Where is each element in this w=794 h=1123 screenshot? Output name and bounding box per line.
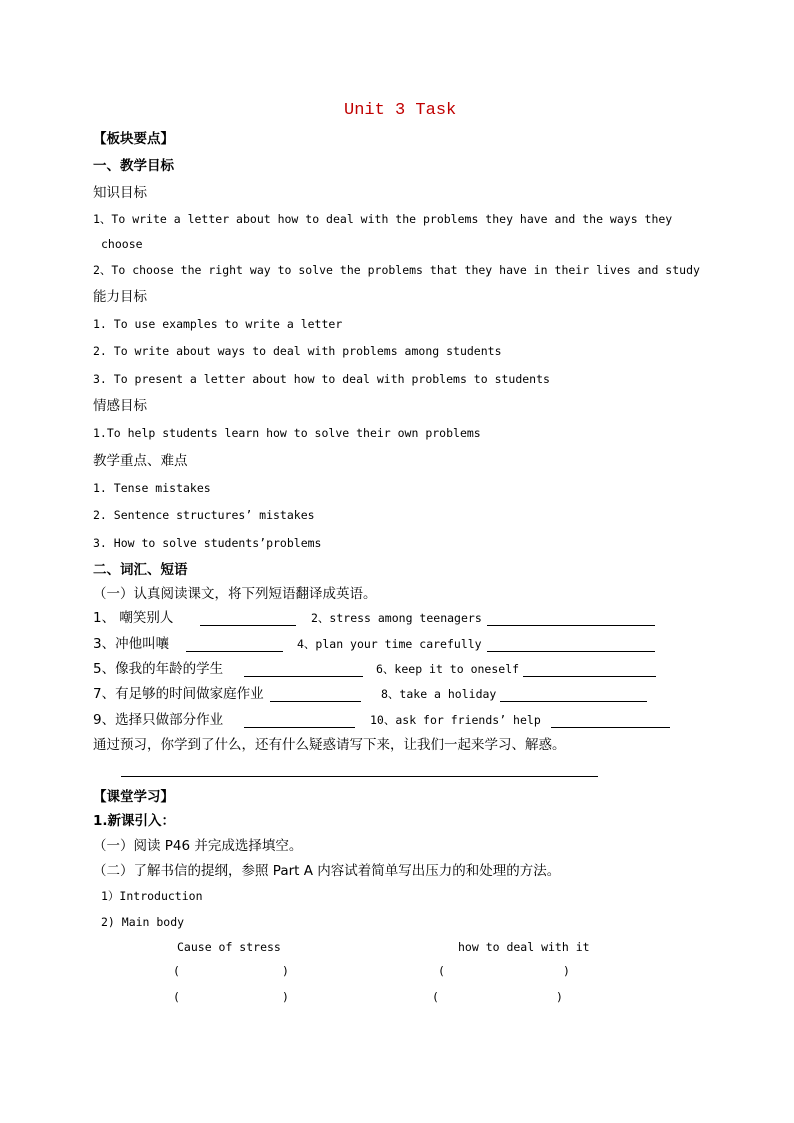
method-2-open-paren: ( xyxy=(432,990,439,1004)
method-1-close-paren: ) xyxy=(563,964,570,978)
phrase-10-label: 10、ask for friends’ help xyxy=(370,713,541,727)
phrase-8-blank[interactable] xyxy=(500,701,647,702)
knowledge-goals-heading: 知识目标 xyxy=(93,185,147,201)
phrase-2-blank[interactable] xyxy=(487,625,655,626)
phrase-7-blank[interactable] xyxy=(270,701,361,702)
knowledge-goal-2: 2、To choose the right way to solve the problems that they have in their lives and study xyxy=(93,263,700,277)
reflection-answer-line[interactable] xyxy=(121,776,598,777)
classroom-heading: 【课堂学习】 xyxy=(93,789,174,805)
knowledge-goal-1: 1、To write a letter about how to deal with the problems they have and the ways they xyxy=(93,212,673,226)
emotion-goals-heading: 情感目标 xyxy=(93,398,147,414)
outline-introduction: 1）Introduction xyxy=(101,889,203,903)
method-2-close-paren: ) xyxy=(556,990,563,1004)
key-difficult-heading: 教学重点、难点 xyxy=(93,453,188,469)
method-1-open-paren: ( xyxy=(438,964,445,978)
ability-goal-1: 1. To use examples to write a letter xyxy=(93,317,343,331)
step-2: （二）了解书信的提纲，参照 Part A 内容试着简单写出压力的和处理的方法。 xyxy=(93,863,561,879)
phrase-2-label: 2、stress among teenagers xyxy=(311,611,482,625)
phrase-5-blank[interactable] xyxy=(244,676,363,677)
phrase-6-blank[interactable] xyxy=(523,676,656,677)
phrase-1-blank[interactable] xyxy=(200,625,296,626)
vocab-instruction: （一）认真阅读课文，将下列短语翻译成英语。 xyxy=(93,586,377,602)
ability-goals-heading: 能力目标 xyxy=(93,289,147,305)
phrase-9-blank[interactable] xyxy=(244,727,355,728)
cause-1-open-paren: ( xyxy=(173,964,180,978)
key-point-1: 1. Tense mistakes xyxy=(93,481,211,495)
ability-goal-2: 2. To write about ways to deal with problems among students xyxy=(93,344,502,358)
cause-2-close-paren: ) xyxy=(282,990,289,1004)
step-1: （一）阅读 P46 并完成选择填空。 xyxy=(93,838,303,854)
emotion-goal-1: 1.To help students learn how to solve their own problems xyxy=(93,426,481,440)
phrase-4-label: 4、plan your time carefully xyxy=(297,637,482,651)
phrase-1-label: 1、 嘲笑别人 xyxy=(93,610,174,626)
new-lesson-intro: 1.新课引入： xyxy=(93,813,176,829)
page-title: Unit 3 Task xyxy=(344,101,457,120)
key-point-2: 2. Sentence structures’ mistakes xyxy=(93,508,315,522)
outline-main-body: 2) Main body xyxy=(101,915,185,929)
phrase-8-label: 8、take a holiday xyxy=(381,687,497,701)
section-key-points: 【板块要点】 xyxy=(93,131,174,147)
column-how-to-deal: how to deal with it xyxy=(458,940,590,954)
knowledge-goal-1-cont: choose xyxy=(101,237,143,251)
phrase-3-blank[interactable] xyxy=(186,651,283,652)
phrase-10-blank[interactable] xyxy=(551,727,670,728)
reflection-prompt: 通过预习，你学到了什么，还有什么疑惑请写下来，让我们一起来学习、解惑。 xyxy=(93,737,566,753)
column-cause-of-stress: Cause of stress xyxy=(177,940,281,954)
phrase-5-label: 5、像我的年龄的学生 xyxy=(93,661,224,677)
phrase-4-blank[interactable] xyxy=(487,651,655,652)
phrase-9-label: 9、选择只做部分作业 xyxy=(93,712,224,728)
phrase-3-label: 3、冲他叫嚷 xyxy=(93,636,170,652)
vocab-heading: 二、词汇、短语 xyxy=(93,562,188,578)
cause-1-close-paren: ) xyxy=(282,964,289,978)
phrase-7-label: 7、有足够的时间做家庭作业 xyxy=(93,686,264,702)
ability-goal-3: 3. To present a letter about how to deal with problems to students xyxy=(93,372,550,386)
phrase-6-label: 6、keep it to oneself xyxy=(376,662,520,676)
section-teaching-goals: 一、教学目标 xyxy=(93,158,174,174)
key-point-3: 3. How to solve students’problems xyxy=(93,536,322,550)
cause-2-open-paren: ( xyxy=(173,990,180,1004)
